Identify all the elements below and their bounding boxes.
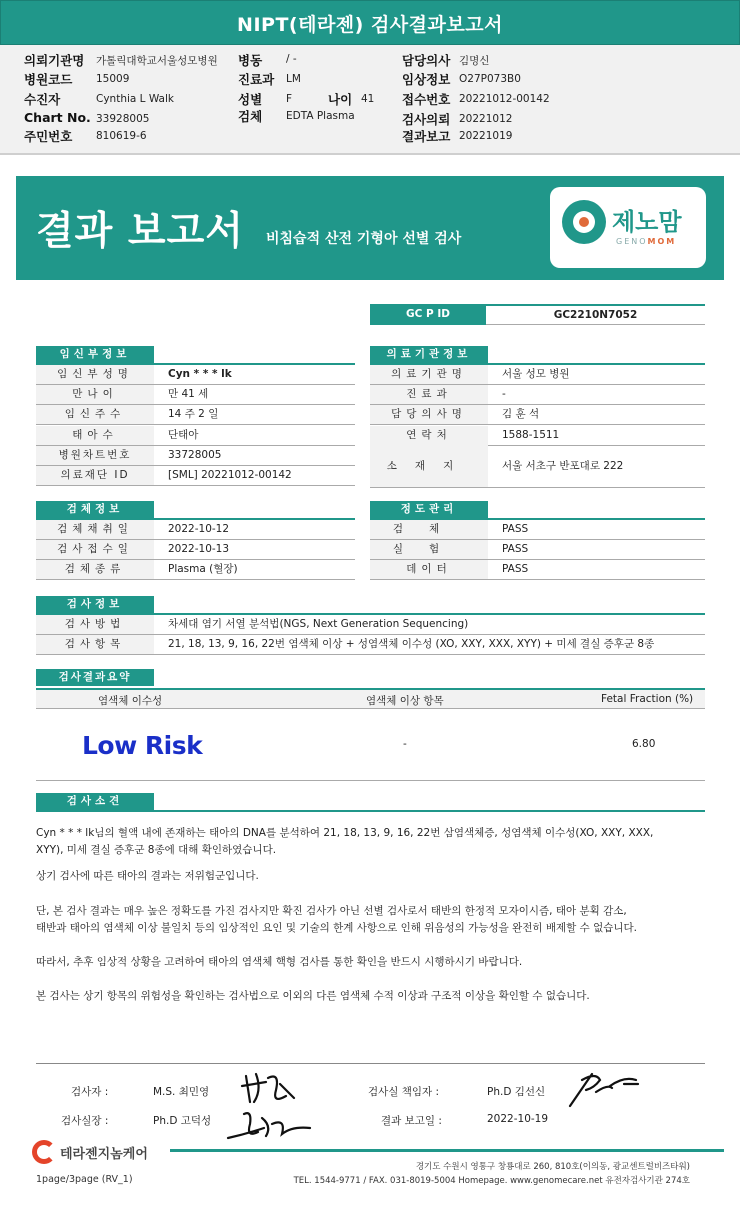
hospital-code-label: 병원코드 [24, 72, 73, 87]
pregnant-info-row [36, 466, 355, 486]
sex-label: 성별 [238, 92, 263, 107]
company-name: 테라젠지놈케어 [60, 1147, 148, 1162]
qc-value: PASS [502, 543, 529, 555]
specimen-info-label: 검체종류 [36, 560, 154, 579]
pregnant-info-label: 태아수 [36, 426, 154, 445]
institution-info-label: 연락처 [370, 426, 488, 445]
doctor-value: 김명신 [459, 55, 490, 67]
qc-value: PASS [502, 523, 529, 535]
finding-paragraph-3: 단, 본 검사 결과는 매우 높은 정확도를 가진 검사지만 확진 검사가 아닌 선별 검사로서 태반의 한정적 모자이시즘, 태아 분획 감소, 태반과 태아의 염색체 이상 불일치 등의 임상적인 요인 및 기술의 한계 사항으로 인해 위음성의 가능성을 완전히 배제할 수 없습니다. [36, 905, 637, 934]
qc-tag: 정도관리 [370, 501, 488, 518]
gcp-id-value: GC2210N7052 [486, 304, 705, 325]
institution-info-tag: 의료기관정보 [370, 346, 488, 363]
summary-col-fetal-fraction: Fetal Fraction (%) [601, 693, 694, 705]
specimen-info-value: 2022-10-12 [168, 523, 230, 535]
pregnant-info-row [36, 365, 355, 385]
resident-label: 주민번호 [24, 129, 73, 144]
address-row [370, 445, 705, 488]
director-signature [566, 1066, 646, 1112]
pregnant-info-tag: 임신부정보 [36, 346, 154, 363]
request-value: 20221012 [459, 113, 513, 125]
qc-row [370, 520, 705, 540]
specimen-info-label: 검체채취일 [36, 520, 154, 539]
director-name: Ph.D 김선신 [487, 1086, 546, 1098]
report-date-value: 2022-10-19 [487, 1113, 549, 1125]
qc-label: 검체 [370, 520, 488, 539]
institution-info-label: 진료과 [370, 385, 488, 404]
institution-info-row [370, 426, 705, 446]
specimen-value: EDTA Plasma [286, 110, 355, 122]
report-date-label: 결과 보고일 : [381, 1115, 442, 1127]
company-address: 경기도 수원시 영통구 창룡대로 260, 810호(이의동, 광교센트럴비즈타워) [415, 1162, 690, 1172]
clinical-value: O27P073B0 [459, 73, 521, 85]
finding-paragraph-2: 상기 검사에 따른 태아의 결과는 저위험군입니다. [36, 870, 259, 882]
recipient-label: 수진자 [24, 92, 61, 107]
result-low-risk: Low Risk [82, 731, 203, 760]
test-info-value: 21, 18, 13, 9, 16, 22번 염색체 이상 + 성염색체 이수성 (XO, XXY, XXX, XYY) + 미세 결실 증후군 8종 [168, 638, 655, 650]
fetal-fraction-value: 6.80 [632, 738, 656, 750]
specimen-label: 검체 [238, 109, 263, 124]
dept-label: 진료과 [238, 72, 275, 87]
summary-header-row [36, 688, 705, 709]
chief-label: 검사실장 : [61, 1115, 109, 1127]
recipient-value: Cynthia L Walk [96, 93, 174, 105]
finding-paragraph-4: 따라서, 추후 임상적 상황을 고려하여 태아의 염색체 핵형 검사를 통한 확인을 반드시 시행하시기 바랍니다. [36, 956, 523, 968]
pregnant-info-value: 만 41 세 [168, 388, 209, 401]
chief-name: Ph.D 고덕성 [153, 1115, 212, 1127]
pregnant-info-row [36, 385, 355, 405]
pregnant-info-label: 만나이 [36, 385, 154, 404]
report-value: 20221019 [459, 130, 513, 142]
hospital-code-value: 15009 [96, 73, 130, 85]
pregnant-info-label: 의료재단 ID [36, 466, 154, 485]
age-label: 나이 [328, 92, 353, 107]
specimen-info-row [36, 540, 355, 560]
banner-subtitle: 비침습적 산전 기형아 선별 검사 [266, 231, 462, 247]
pregnant-info-row [36, 446, 355, 466]
qc-label: 데이터 [370, 560, 488, 579]
genomom-logo [550, 187, 706, 268]
result-report-banner [16, 176, 724, 280]
finding-paragraph-5: 본 검사는 상기 항목의 위험성을 확인하는 검사법으로 이외의 다른 염색체 수적 이상과 구조적 이상을 확인할 수 없습니다. [36, 990, 590, 1002]
chart-label: Chart No. [24, 110, 91, 125]
qc-label: 실험 [370, 540, 488, 559]
doctor-label: 담당의사 [402, 53, 451, 68]
pregnant-info-row [36, 405, 355, 425]
pregnant-info-label: 임신주수 [36, 405, 154, 424]
ward-value: / - [286, 53, 297, 65]
hospital-label: 의뢰기관명 [24, 53, 85, 68]
pregnant-info-value: [SML] 20221012-00142 [168, 469, 292, 481]
institution-info-row [370, 385, 705, 405]
specimen-info-value: Plasma (혈장) [168, 563, 238, 575]
patient-info-box [0, 45, 740, 155]
chief-signature [222, 1104, 318, 1146]
banner-title: 결과 보고서 [36, 209, 244, 254]
pregnant-info-value: Cyn * * * lk [168, 368, 232, 380]
test-info-value: 차세대 염기 서열 분석법(NGS, Next Generation Sequencing) [168, 618, 469, 630]
institution-info-label: 의료기관명 [370, 365, 488, 384]
institution-info-value: 1588-1511 [502, 428, 560, 441]
company-contact: TEL. 1544-9771 / FAX. 031-8019-5004 Homepage. www.genomecare.net 유전자검사기관 274호 [293, 1176, 690, 1186]
pregnant-info-row [36, 426, 355, 446]
address-value: 서울 서초구 반포대로 222 [502, 460, 624, 472]
receipt-value: 20221012-00142 [459, 93, 550, 105]
dept-value: LM [286, 73, 301, 85]
gcp-id-label: GC P ID [370, 304, 486, 325]
qc-row [370, 540, 705, 560]
pregnant-info-label: 임신부성명 [36, 365, 154, 384]
institution-info-label: 담당의사명 [370, 405, 488, 424]
tester-name: M.S. 최민영 [153, 1086, 210, 1098]
institution-info-row [370, 405, 705, 425]
abnormal-items-value: - [403, 738, 407, 750]
institution-info-row [370, 365, 705, 385]
age-value: 41 [361, 93, 375, 105]
qc-row [370, 560, 705, 580]
test-info-tag: 검사정보 [36, 596, 154, 613]
institution-info-value: 김 훈 석 [502, 408, 540, 421]
institution-info-value: - [502, 388, 506, 401]
finding-paragraph-1: Cyn * * * lk님의 혈액 내에 존재하는 태아의 DNA를 분석하여 21, 18, 13, 9, 16, 22번 삼염색체증, 성염색체 이수성(XO, XXY, XXX, XYY), 미세 결실 증후군 8종에 대해 확인하였습니다. [36, 827, 654, 856]
test-info-label: 검사방법 [36, 615, 154, 634]
summary-col-aneuploidy: 염색체 이수성 [98, 695, 163, 707]
hospital-value: 가톨릭대학교서울성모병원 [96, 55, 218, 67]
ward-label: 병동 [238, 53, 263, 68]
chart-value: 33928005 [96, 113, 150, 125]
logo-korean-text: 제노맘 [612, 208, 682, 236]
tester-label: 검사자 : [71, 1086, 109, 1098]
pregnant-info-value: 단태아 [168, 428, 199, 441]
test-info-row [36, 615, 705, 635]
clinical-label: 임상정보 [402, 72, 451, 87]
logo-english-text: GENOMOM [616, 237, 677, 246]
receipt-label: 접수번호 [402, 92, 451, 107]
page-number: 1page/3page (RV_1) [36, 1174, 133, 1185]
pregnant-info-value: 33728005 [168, 448, 222, 461]
specimen-info-row [36, 560, 355, 580]
resident-value: 810619-6 [96, 130, 147, 142]
terragen-logo-icon [32, 1140, 56, 1164]
findings-tag: 검사소견 [36, 793, 154, 810]
report-header-band [0, 0, 740, 45]
request-label: 검사의뢰 [402, 112, 451, 127]
qc-value: PASS [502, 563, 529, 575]
pregnant-info-value: 14 주 2 일 [168, 408, 219, 421]
specimen-info-value: 2022-10-13 [168, 543, 230, 555]
summary-tag: 검사결과요약 [36, 669, 154, 686]
genomom-logo-icon [562, 200, 606, 244]
test-info-label: 검사항목 [36, 635, 154, 654]
specimen-info-row [36, 520, 355, 540]
report-title: NIPT(테라젠) 검사결과보고서 [237, 14, 503, 36]
test-info-row [36, 635, 705, 655]
summary-col-abnormal: 염색체 이상 항목 [366, 695, 444, 707]
pregnant-info-label: 병원차트번호 [36, 446, 154, 465]
address-label: 소재지 [370, 445, 488, 487]
sex-value: F [286, 93, 293, 105]
institution-info-value: 서울 성모 병원 [502, 368, 570, 380]
report-label: 결과보고 [402, 129, 451, 144]
director-label: 검사실 책임자 : [368, 1086, 440, 1098]
specimen-info-label: 검사접수일 [36, 540, 154, 559]
specimen-info-tag: 검체정보 [36, 501, 154, 518]
